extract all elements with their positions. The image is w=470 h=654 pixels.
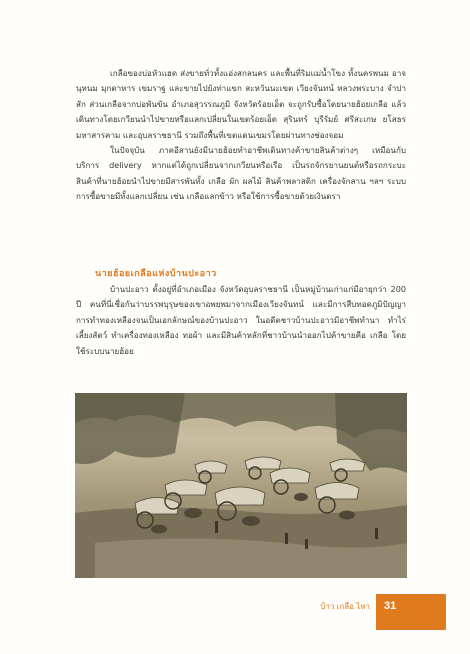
historical-photo-ox-carts <box>75 393 407 578</box>
footer-title: บ้าว เกลือ ไหา <box>320 602 370 611</box>
body-text-bottom <box>76 282 406 359</box>
body-text-top <box>76 66 406 205</box>
paragraph-2: ในปัจจุบัน ภาคอีสานยังมีนายฮ้อยทำอาชีพเดินทางค้าขายสินค้าต่างๆ เหมือนกับบริการ delivery หากแต่ได้ถูกเปลี่ยนจากเกวียนหรือเรือ เป็นรถจักรยานยนต์หรือรถกระบะ สินค้าที่นายฮ้อยนำไปขายมีสารพันทั้ง เกลือ ผัก ผลไม้ สินค้าพลาสติก เครื่องจักสาน ฯลฯ ระบบการซื้อขายมีทั้งแลกเปลี่ยน เช่น เกลือแลกข้าว หรือใช้การซื้อขายด้วยเงินตรา <box>76 145 406 202</box>
page-number: 31 <box>384 600 397 612</box>
photo-illustration <box>75 393 407 578</box>
paragraph-3: บ้านปะอาว ตั้งอยู่ที่อำเภอเมือง จังหวัดอุบลราชธานี เป็นหมู่บ้านเก่าแก่มีอายุกว่า 200 ปี คนที่นี่เชื่อกันว่าบรรพบุรุษของเขาอพยพมาจากเมืองเวียงจันทน์ และมีการสืบทอดภูมิปัญญาการทำทองเหลืองจนเป็นเอกลักษณ์ของบ้านปะอาว ในอดีตชาวบ้านปะอาวมีอาชีพทำนา ทำไร่ เลี้ยงสัตว์ ทำเครื่องทองเหลือง ทอผ้า และมีสินค้าหลักที่ชาวบ้านนำออกไปค้าขายคือ เกลือ โดยใช้ระบบนายฮ้อย <box>76 284 406 356</box>
section-heading: นายฮ้อยเกลือแห่งบ้านปะอาว <box>95 269 217 279</box>
paragraph-1: เกลือของบ่อหัวแฮด ส่งขายทั่วทั้งแอ่งสกลนคร และพื้นที่ริมแม่น้ำโขง ทั้งนครพนม อาจนุหนม มุกดาหาร เขมราฐ และขายไปยังท่าแขก สะหวันนะเขต เวียงจันทน์ หลวงพระบาง จำปาสัก ส่วนเกลือจากบ่อพันขัน อำเภอสุวรรณภูมิ จังหวัดร้อยเอ็ด จะถูกรับซื้อโดยนายฮ้อยเกลือ แล้วเดินทางโดยเกวียนนำไปขายหรือแลกเปลี่ยนในเขตร้อยเอ็ด สุรินทร์ บุรีรัมย์ ศรีสะเกษ ยโสธร มหาสารคาม และอุบลราชธานี รวมถึงพื้นที่เขตแดนเขมรโดยผ่านทางช่องจอม <box>76 68 406 140</box>
